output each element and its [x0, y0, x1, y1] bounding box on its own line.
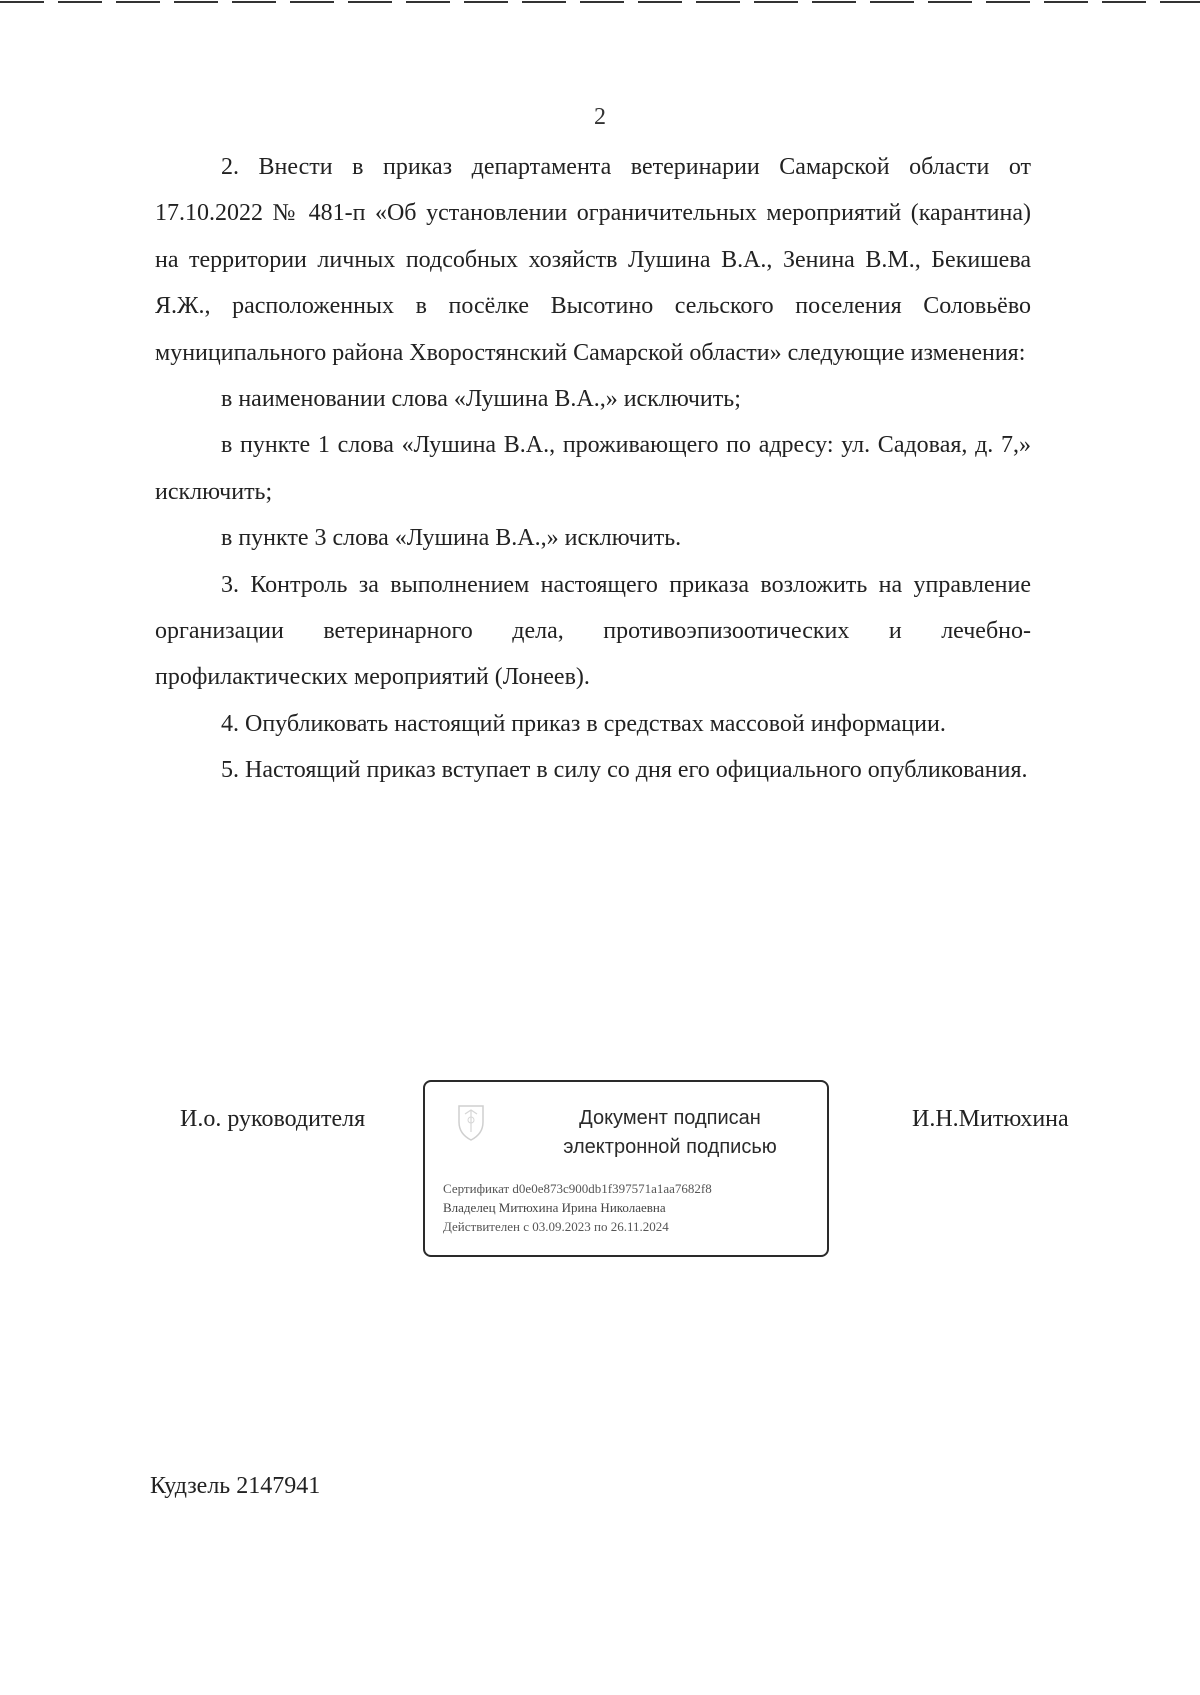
signatory-position: И.о. руководителя — [180, 1106, 366, 1132]
stamp-title-line2: электронной подписью — [563, 1136, 777, 1158]
stamp-title — [525, 1104, 815, 1162]
stamp-validity: Действителен с 03.09.2023 по 26.11.2024 — [443, 1219, 669, 1234]
paragraph-control: 3. Контроль за выполнением настоящего приказа возложить на управление организации ветеринарного дела, противоэпизоотических и лечебно-профилактических мероприятий (Лонеев). — [155, 571, 1031, 691]
stamp-certificate: Сертификат d0e0e873c900db1f397571a1aa7682f8 — [443, 1181, 712, 1196]
paragraph-item-3-change: в пункте 3 слова «Лушина В.А.,» исключить. — [221, 525, 682, 552]
stamp-owner: Владелец Митюхина Ирина Николаевна — [443, 1200, 666, 1215]
stamp-details — [443, 1179, 823, 1236]
paragraph-title-change: в наименовании слова «Лушина В.А.,» исключить; — [221, 386, 741, 413]
page-number: 2 — [594, 104, 606, 130]
document-body — [155, 144, 1031, 794]
scan-edge-dash-line — [0, 0, 1200, 8]
paragraph-item-1-change: в пункте 1 слова «Лушина В.А., проживающего по адресу: ул. Садовая, д. 7,» исключить; — [155, 432, 1031, 505]
paragraph-publish: 4. Опубликовать настоящий приказ в средствах массовой информации. — [221, 710, 946, 737]
paragraph-effective-date: 5. Настоящий приказ вступает в силу со дня его официального опубликования. — [221, 757, 1028, 784]
paragraph-amendments: 2. Внести в приказ департамента ветеринарии Самарской области от 17.10.2022 № 481-п «Об установлении ограничительных мероприятий (карантина) на территории личных подсобных хозяйств Лушина В.А., Зенина В.М., Бекишева Я.Ж., расположенных в посёлке Высотино сельского поселения Соловьёво муниципального района Хворостянский Самарской области» следующие изменения: — [155, 154, 1031, 366]
signer-name: И.Н.Митюхина — [912, 1106, 1069, 1132]
stamp-title-line1: Документ подписан — [579, 1107, 761, 1129]
executor-contact: Кудзель 2147941 — [150, 1473, 321, 1499]
coat-of-arms-icon — [451, 1100, 491, 1144]
electronic-signature-stamp — [423, 1080, 829, 1257]
